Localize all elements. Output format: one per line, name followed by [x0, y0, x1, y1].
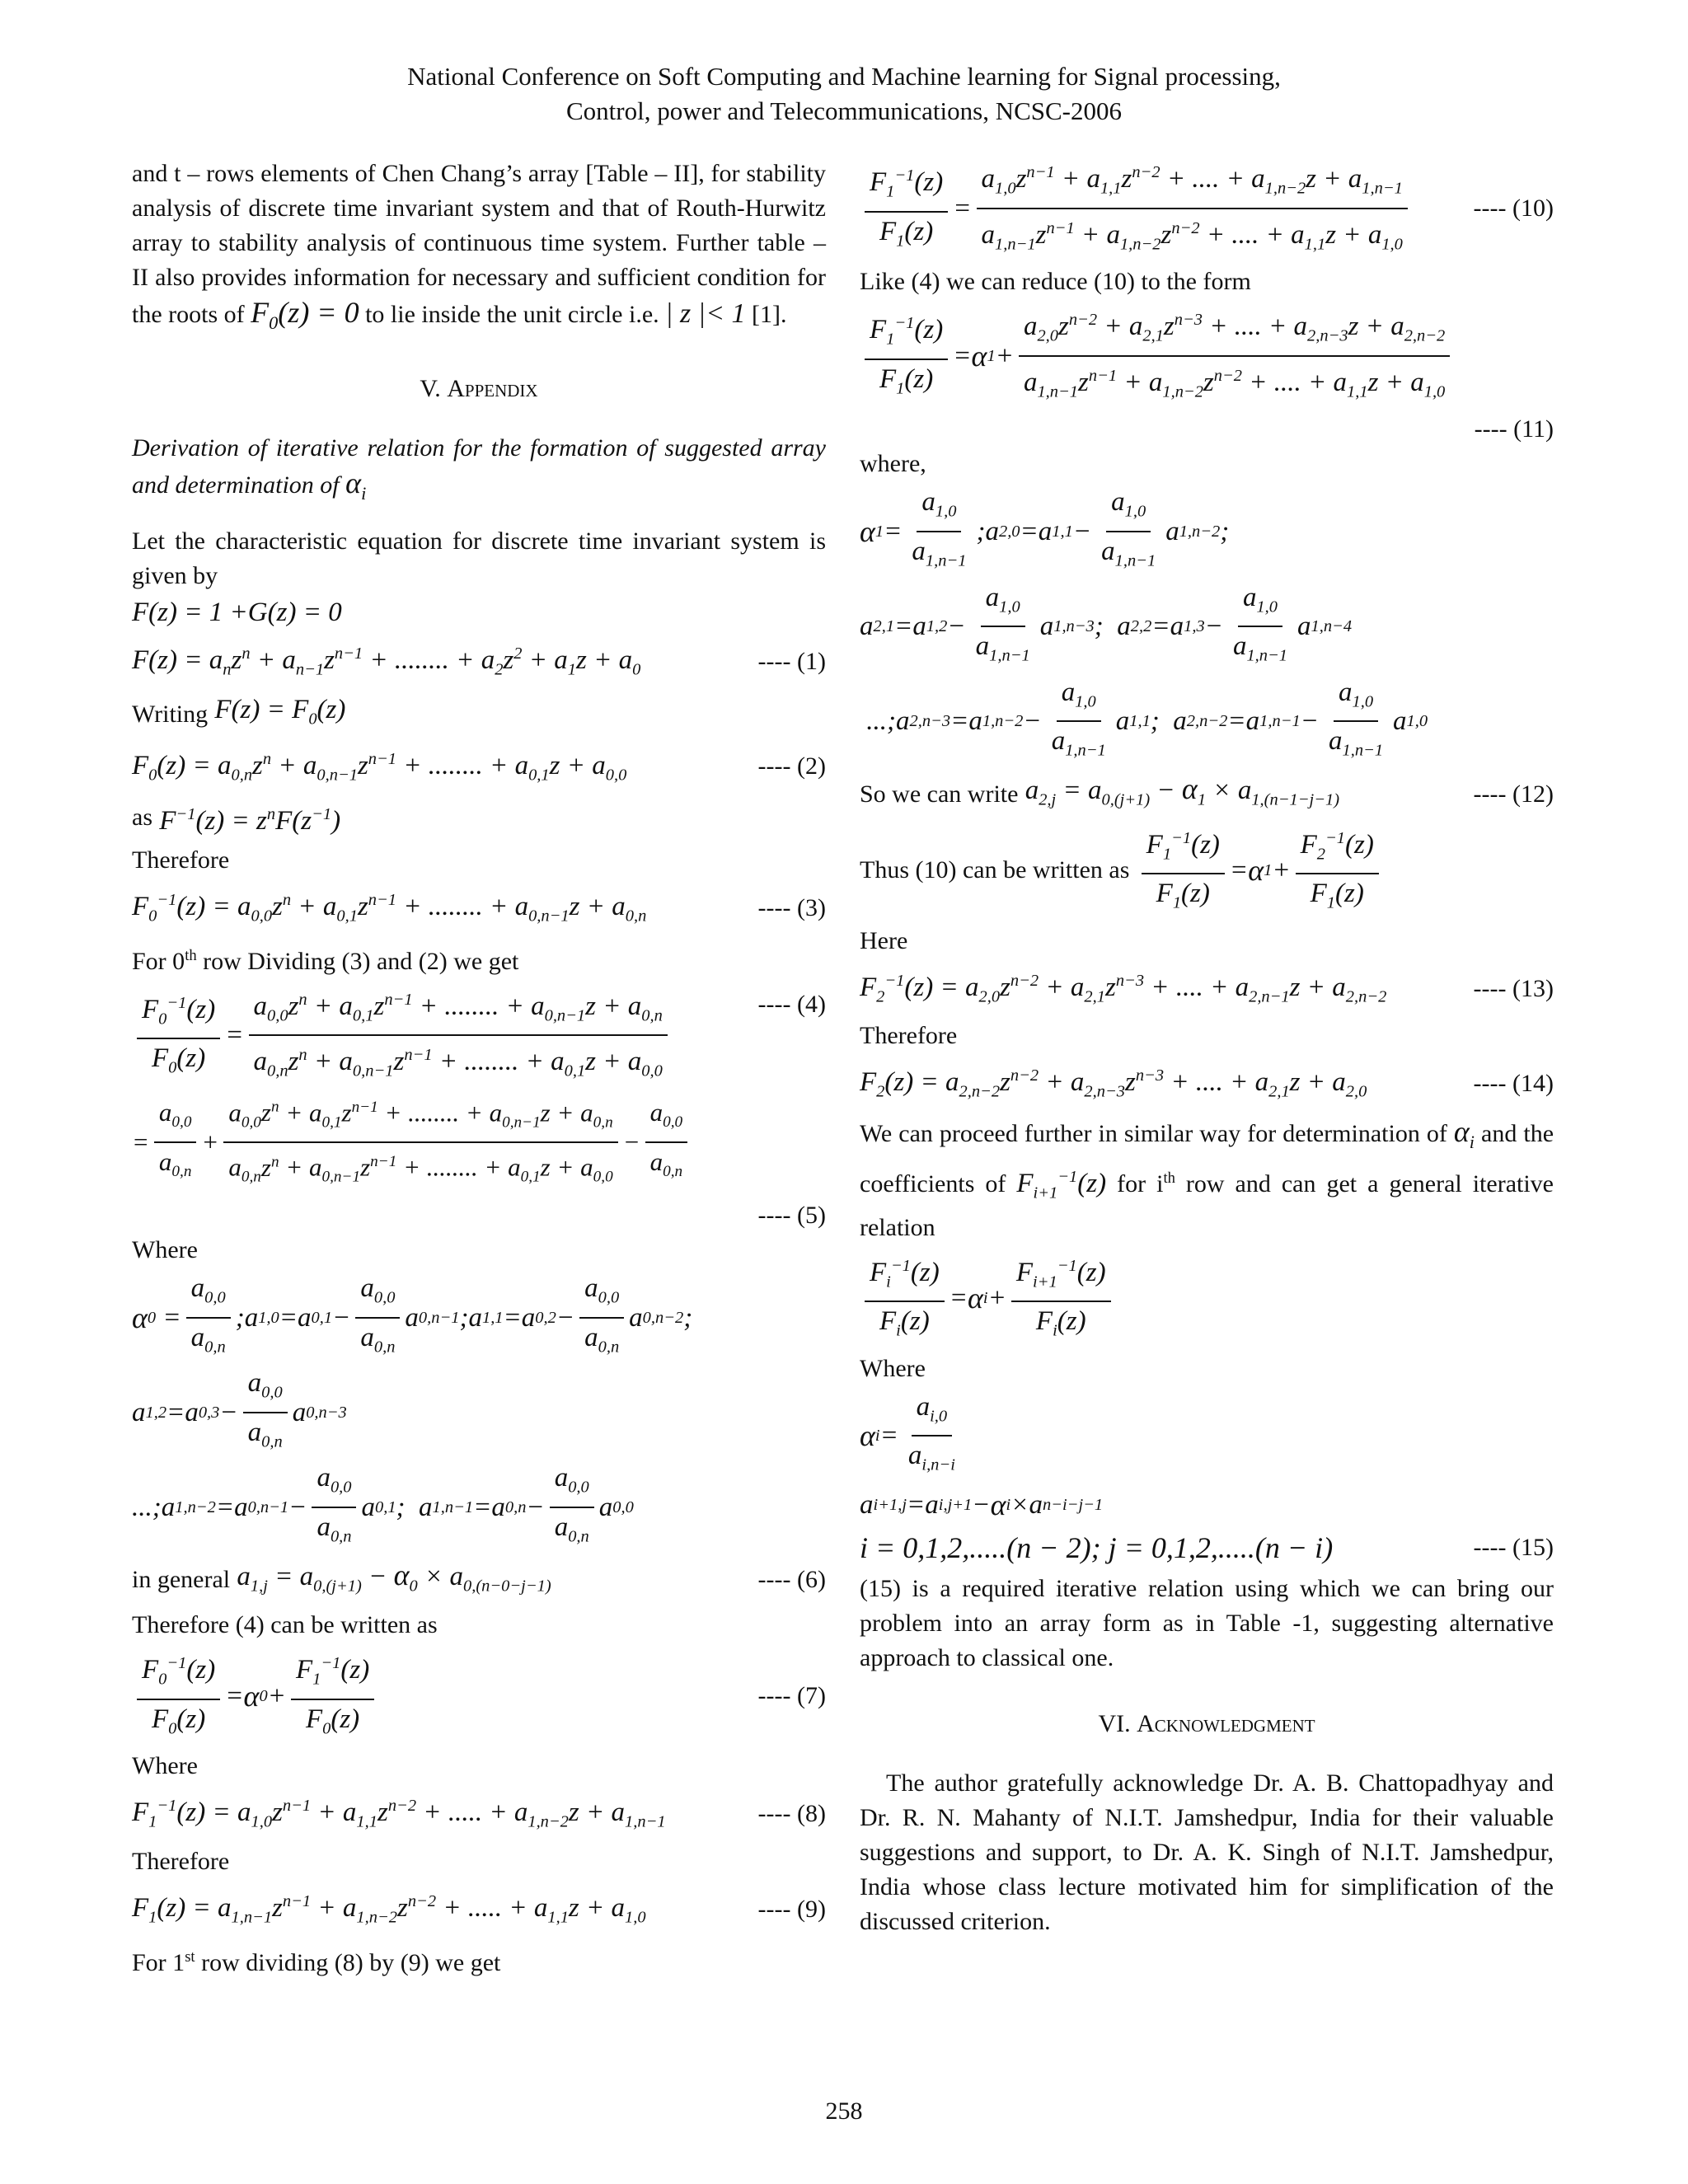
equation-11: $\frac{F_1^{-1}(z)}{F_1(z)}$ = α 1 + $\frac{a_{2,0}z^{n-2} + a_{2,1}z^{n-3} + .... + a_{2,n-3}z + a_{2,n-2}}{a_{1,n-1}z^{n-1} + a_{1,n-2}z^{n-2} + .... + a_{1,1}z + a_{1,0}}$	[860, 304, 1554, 407]
equation-9: $F_1(z) = a_{1,n-1}z^{n-1} + a_{1,n-2}z^{n-2}$ + ..... + $a_{1,1}z + a_{1,0}$ ---- (9)	[132, 1891, 826, 1927]
a12-definition: a 1,2 = a 0,3 − $\frac{a_{0,0}}{a_{0,n}}$ a 0,n−3	[132, 1368, 347, 1451]
unit-circle-condition: | z |< 1	[665, 298, 746, 329]
equation-7: $\frac{F_0^{-1}(z)}{F_0(z)}$ = α 0 + $\frac{F_1^{-1}(z)}{F_0(z)}$ ---- (7)	[132, 1647, 826, 1744]
where-2: Where	[132, 1752, 198, 1780]
equation-3: $F_0^{-1}(z) = a_{0,0}z^n + a_{0,1}z^{n-1}$ + ........ + $a_{0,n-1}z + a_{0,n}$ ---- (3)	[132, 891, 826, 926]
alpha-i-definition: α i = $\frac{a_{i,0}}{a_{i,n-i}}$	[860, 1391, 955, 1475]
right-column	[860, 157, 1554, 1939]
page-number: 258	[825, 2097, 863, 2125]
equation-6: in general $a_{1,j} = a_{0,(j+1)} - \alpha_0 \times a_{0,(n-0-j-1)}$ ---- (6)	[132, 1558, 826, 1596]
as-line: as $F^{-1}(z) = z^nF(z^{-1})$	[132, 804, 341, 837]
equation-1: $F(z) = a_nz^n + a_{n-1}z^{n-1}$ + ........ + $a_2z^2 + a_1z + a_0$ ---- (1)	[132, 644, 826, 679]
a21-a22-definitions: a 2,1 = a 1,2 − $\frac{a_{1,0}}{a_{1,n-1}}$ a 1,n−3 ; a 2,2 = a 1,3 − $\frac{a_{1,0}}{a_{1,n-1}}$ a 1,n−4	[860, 582, 1353, 665]
row0-text: For 0th row Dividing (3) and (2) we get	[132, 946, 519, 975]
therefore-4-text: Therefore (4) can be written as	[132, 1611, 438, 1639]
equation-5-number: ---- (5)	[757, 1201, 826, 1229]
header-line-1: National Conference on Soft Computing and Machine learning for Signal processing,	[407, 62, 1281, 91]
intro-paragraph: and t – rows elements of Chen Chang’s array [Table – II], for stability analysis of discrete time invariant system and that of Routh-Hurwitz array to stability analysis of continuous time system. Further table – II also provides information for necessary and sufficient condition for the roots of $F_0(z) = 0$ to lie inside the unit circle i.e. | z |< 1 [1].	[132, 160, 826, 334]
section-heading-appendix: V. Appendix	[420, 375, 538, 403]
here-text: Here	[860, 926, 908, 954]
general-relation: $\frac{F_i^{-1}(z)}{F_i(z)}$ = α i + $\frac{F_{i+1}^{-1}(z)}{F_i(z)}$	[860, 1250, 1554, 1347]
left-column	[132, 157, 826, 1980]
header-line-2: Control, power and Telecommunications, NCSC-2006	[565, 96, 1122, 125]
where-1: Where	[132, 1235, 198, 1263]
equation-10: $\frac{F_1^{-1}(z)}{F_1(z)}$ = $\frac{a_{1,0}z^{n-1} + a_{1,1}z^{n-2} + .... + a_{1,n-2}z + a_{1,n-1}}{a_{1,n-1}z^{n-1} + a_{1,n-2}z^{n-2} + .... + a_{1,1}z + a_{1,0}}$ ---- (10)	[860, 157, 1554, 260]
therefore-1: Therefore	[132, 846, 230, 874]
therefore-2: Therefore	[132, 1847, 230, 1875]
like-4-text: Like (4) we can reduce (10) to the form	[860, 268, 1251, 296]
equation-4: $\frac{F_0^{-1}(z)}{F_0(z)}$ = $\frac{a_{0,0}z^n + a_{0,1}z^{n-1} + ........ + a_{0,n-1}z + a_{0,n}}{a_{0,n}z^n + a_{0,n-1}z^{n-1} + ........ + a_{0,1}z + a_{0,0}}$ ---- (4)	[132, 984, 826, 1087]
a1n-definitions: ...; a 1,n−2 = a 0,n−1 − $\frac{a_{0,0}}{a_{0,n}}$ a 0,1 ; a 1,n−1 = a 0,n − $\frac{a_{0,0}}{a_{0,n}}$ a 0,0	[132, 1463, 634, 1546]
section-heading-acknowledgment: VI. Acknowledgment	[1098, 1710, 1315, 1738]
conference-header	[0, 59, 1688, 129]
a2n-definitions: ...; a 2,n−3 = a 1,n−2 − $\frac{a_{1,0}}{a_{1,n-1}}$ a 1,1 ; a 2,n−2 = a 1,n−1 − $\frac{a_{1,0}}{a_{1,n-1}}$ a 1,0	[860, 677, 1428, 760]
alpha1-definitions: α 1 = $\frac{a_{1,0}}{a_{1,n-1}}$ ; a 2,0 = a 1,1 − $\frac{a_{1,0}}{a_{1,n-1}}$ a 1,n−2 ;	[860, 487, 1230, 570]
proceed-paragraph: We can proceed further in similar way for determination of $\alpha_i$ and the coefficients of $F_{i+1}^{-1}(z)$ for $i^{th}$ row and can get a general iterative relation	[860, 1114, 1554, 1241]
equation-15: i = 0,1,2,.....(n − 2); j = 0,1,2,.....(n − i) ---- (15)	[860, 1531, 1554, 1565]
appendix-subheading: Derivation of iterative relation for the formation of suggested array and determination of $\alpha_i$	[132, 434, 826, 504]
equation-8: $F_1^{-1}(z) = a_{1,0}z^{n-1} + a_{1,1}z^{n-2}$ + ..... + $a_{1,n-2}z + a_{1,n-1}$ ---- (8)	[132, 1797, 826, 1831]
alpha0-definitions: α 0 = $\frac{a_{0,0}}{a_{0,n}}$ ; a 1,0 = a 0,1 − $\frac{a_{0,0}}{a_{0,n}}$ a 0,n−1 ; a 1,1 = a 0,2 − $\frac{a_{0,0}}{a_{0,n}}$ a 0,n−2 ;	[132, 1272, 693, 1357]
conclusion-paragraph: (15) is a required iterative relation using which we can bring our problem into an array form as in Table -1, suggesting alternative approach to classical one.	[860, 1575, 1554, 1672]
therefore-3: Therefore	[860, 1022, 958, 1050]
equation-11-number: ---- (11)	[1474, 415, 1554, 443]
let-paragraph: Let the characteristic equation for discrete time invariant system is given by	[132, 527, 826, 590]
equation-5: = $\frac{a_{0,0}}{a_{0,n}}$ + $\frac{a_{0,0}z^n + a_{0,1}z^{n-1} + ........ + a_{0,n-1}z + a_{0,n}}{a_{0,n}z^n + a_{0,n-1}z^{n-1} + ........ + a_{0,1}z + a_{0,0}}$ − $\frac{a_{0,0}}{a_{0,n}}$	[132, 1092, 826, 1193]
row1-text: For 1st row dividing (8) by (9) we get	[132, 1947, 501, 1976]
equation-2: $F_0(z) = a_{0,n}z^n + a_{0,n-1}z^{n-1}$ + ........ + $a_{0,1}z + a_{0,0}$ ---- (2)	[132, 749, 826, 785]
equation-14: $F_2(z) = a_{2,n-2}z^{n-2} + a_{2,n-3}z^{n-3}$ + .... + $a_{2,1}z + a_{2,0}$ ---- (14)	[860, 1066, 1554, 1101]
where-3: where,	[860, 450, 926, 478]
equation-13: $F_2^{-1}(z) = a_{2,0}z^{n-2} + a_{2,1}z^{n-3}$ + .... + $a_{2,n-1}z + a_{2,n-2}$ ---- (13)	[860, 971, 1554, 1006]
where-4: Where	[860, 1354, 926, 1382]
equation-12: So we can write $a_{2,j} = a_{0,(j+1)} - \alpha_1 \times a_{1,(n-1-j-1)}$ ---- (12)	[860, 771, 1554, 809]
roots-equation: $F_0(z) = 0$	[251, 296, 359, 334]
iterative-coefficient: a i+1,j = a i,j+1 − α i × a n−i−j−1	[860, 1488, 1104, 1522]
thus-10-line: Thus (10) can be written as $\frac{F_1^{-1}(z)}{F_1(z)}$ = α 1 + $\frac{F_2^{-1}(z)}{F_1(z)}$	[860, 823, 1554, 919]
char-equation: F ( z ) = 1 + G ( z ) = 0	[132, 598, 342, 628]
acknowledgment-paragraph: The author gratefully acknowledge Dr. A. B. Chattopadhyay and Dr. R. N. Mahanty of N.I.T. Jamshedpur, India for their valuable suggestions and support, to Dr. A. K. Singh of N.I.T. Jamshedpur, India whose class lecture motivated him for simplification of the discussed criterion.	[860, 1769, 1554, 1936]
writing-line: Writing $F(z) = F_0(z)$	[132, 694, 346, 729]
